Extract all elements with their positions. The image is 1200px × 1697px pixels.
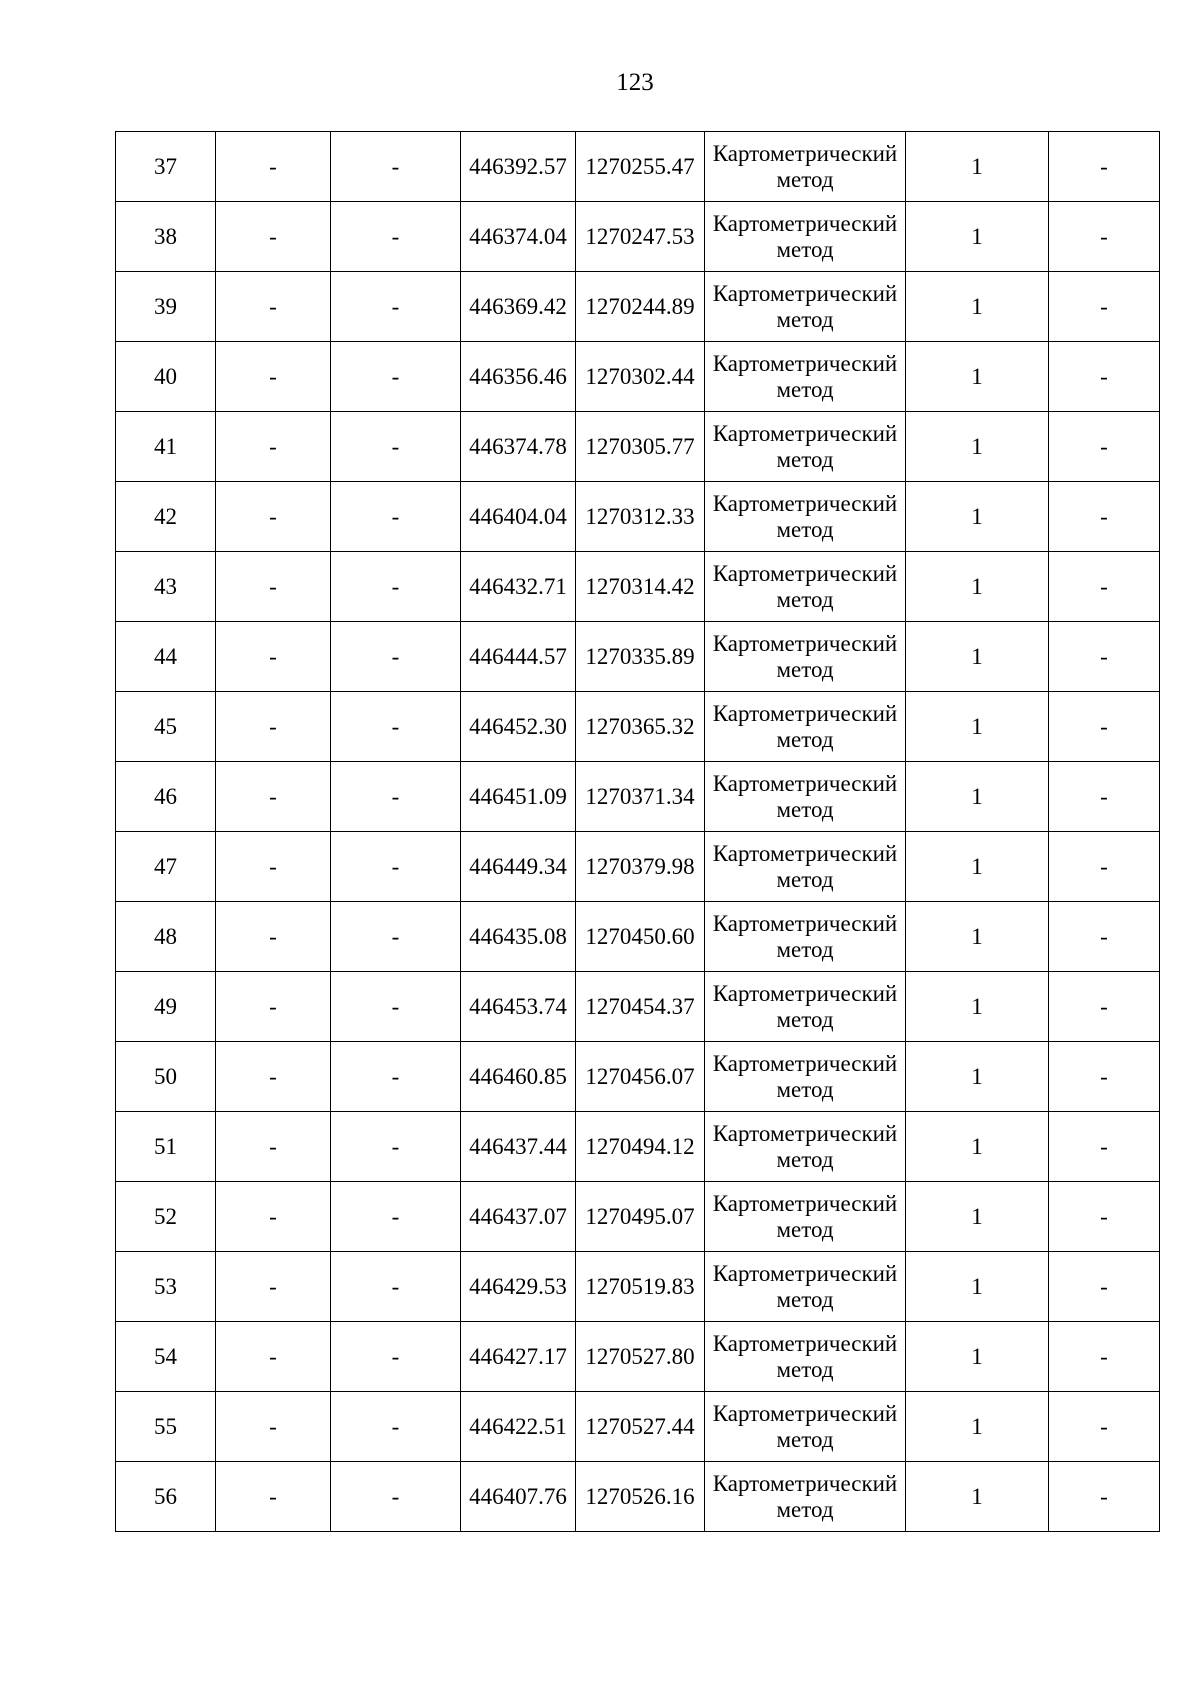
x-coordinate-cell: 446374.04: [461, 202, 576, 272]
method-cell: [705, 762, 906, 832]
empty-cell: -: [1049, 622, 1160, 692]
method-label-line2: метод: [776, 656, 834, 682]
point-number-cell: 38: [116, 202, 216, 272]
table-row: [116, 832, 1160, 902]
empty-cell: -: [331, 552, 461, 622]
method-label-line2: метод: [776, 1426, 834, 1452]
x-coordinate-cell: 446437.07: [461, 1182, 576, 1252]
empty-cell: -: [216, 762, 331, 832]
empty-cell: -: [216, 202, 331, 272]
method-label-line1: Картометрический: [712, 700, 898, 726]
point-number-cell: 43: [116, 552, 216, 622]
method-cell: [705, 342, 906, 412]
empty-cell: -: [331, 482, 461, 552]
table-row: [116, 1182, 1160, 1252]
point-number-cell: 54: [116, 1322, 216, 1392]
point-number-cell: 40: [116, 342, 216, 412]
empty-cell: -: [331, 272, 461, 342]
empty-cell: -: [331, 412, 461, 482]
accuracy-cell: 1: [906, 762, 1049, 832]
empty-cell: -: [1049, 1392, 1160, 1462]
empty-cell: -: [216, 1252, 331, 1322]
table-row: [116, 132, 1160, 202]
y-coordinate-cell: 1270456.07: [576, 1042, 705, 1112]
empty-cell: -: [1049, 902, 1160, 972]
point-number-cell: 53: [116, 1252, 216, 1322]
x-coordinate-cell: 446392.57: [461, 132, 576, 202]
y-coordinate-cell: 1270454.37: [576, 972, 705, 1042]
method-label-line2: метод: [776, 1006, 834, 1032]
method-label-line2: метод: [776, 446, 834, 472]
empty-cell: -: [216, 482, 331, 552]
x-coordinate-cell: 446429.53: [461, 1252, 576, 1322]
method-label-line1: Картометрический: [712, 280, 898, 306]
point-number-cell: 51: [116, 1112, 216, 1182]
x-coordinate-cell: 446369.42: [461, 272, 576, 342]
point-number-cell: 48: [116, 902, 216, 972]
x-coordinate-cell: 446407.76: [461, 1462, 576, 1532]
method-label-line1: Картометрический: [712, 1330, 898, 1356]
empty-cell: -: [1049, 272, 1160, 342]
empty-cell: -: [331, 1182, 461, 1252]
x-coordinate-cell: 446374.78: [461, 412, 576, 482]
method-label-line2: метод: [776, 726, 834, 752]
empty-cell: -: [216, 622, 331, 692]
method-label-line2: метод: [776, 236, 834, 262]
point-number-cell: 45: [116, 692, 216, 762]
method-label-line1: Картометрический: [712, 1400, 898, 1426]
y-coordinate-cell: 1270314.42: [576, 552, 705, 622]
method-label-line1: Картометрический: [712, 1190, 898, 1216]
empty-cell: -: [1049, 412, 1160, 482]
empty-cell: -: [331, 132, 461, 202]
empty-cell: -: [216, 132, 331, 202]
x-coordinate-cell: 446422.51: [461, 1392, 576, 1462]
method-label-line1: Картометрический: [712, 1120, 898, 1146]
empty-cell: -: [331, 1252, 461, 1322]
table-row: [116, 902, 1160, 972]
y-coordinate-cell: 1270335.89: [576, 622, 705, 692]
method-label-line2: метод: [776, 936, 834, 962]
accuracy-cell: 1: [906, 412, 1049, 482]
x-coordinate-cell: 446460.85: [461, 1042, 576, 1112]
empty-cell: -: [1049, 1252, 1160, 1322]
method-label-line2: метод: [776, 1356, 834, 1382]
y-coordinate-cell: 1270255.47: [576, 132, 705, 202]
y-coordinate-cell: 1270379.98: [576, 832, 705, 902]
method-label-line1: Картометрический: [712, 910, 898, 936]
method-label-line1: Картометрический: [712, 1260, 898, 1286]
empty-cell: -: [1049, 762, 1160, 832]
empty-cell: -: [216, 1392, 331, 1462]
empty-cell: -: [331, 972, 461, 1042]
table-row: [116, 692, 1160, 762]
method-cell: [705, 622, 906, 692]
y-coordinate-cell: 1270494.12: [576, 1112, 705, 1182]
empty-cell: -: [216, 902, 331, 972]
table-body: [116, 132, 1160, 1532]
empty-cell: -: [1049, 1112, 1160, 1182]
method-cell: [705, 1392, 906, 1462]
accuracy-cell: 1: [906, 1182, 1049, 1252]
y-coordinate-cell: 1270371.34: [576, 762, 705, 832]
point-number-cell: 49: [116, 972, 216, 1042]
table-row: [116, 972, 1160, 1042]
x-coordinate-cell: 446432.71: [461, 552, 576, 622]
empty-cell: -: [216, 1042, 331, 1112]
method-label-line2: метод: [776, 586, 834, 612]
empty-cell: -: [331, 622, 461, 692]
accuracy-cell: 1: [906, 482, 1049, 552]
accuracy-cell: 1: [906, 1112, 1049, 1182]
x-coordinate-cell: 446435.08: [461, 902, 576, 972]
x-coordinate-cell: 446444.57: [461, 622, 576, 692]
table-row: [116, 202, 1160, 272]
point-number-cell: 41: [116, 412, 216, 482]
empty-cell: -: [331, 902, 461, 972]
accuracy-cell: 1: [906, 1252, 1049, 1322]
method-label-line1: Картометрический: [712, 630, 898, 656]
point-number-cell: 37: [116, 132, 216, 202]
empty-cell: -: [1049, 1462, 1160, 1532]
empty-cell: -: [216, 552, 331, 622]
x-coordinate-cell: 446427.17: [461, 1322, 576, 1392]
method-cell: [705, 692, 906, 762]
y-coordinate-cell: 1270365.32: [576, 692, 705, 762]
x-coordinate-cell: 446437.44: [461, 1112, 576, 1182]
method-label-line1: Картометрический: [712, 350, 898, 376]
table-row: [116, 1392, 1160, 1462]
y-coordinate-cell: 1270519.83: [576, 1252, 705, 1322]
empty-cell: -: [216, 412, 331, 482]
coordinates-table: [115, 131, 1160, 1532]
y-coordinate-cell: 1270495.07: [576, 1182, 705, 1252]
empty-cell: -: [216, 1182, 331, 1252]
method-label-line2: метод: [776, 376, 834, 402]
accuracy-cell: 1: [906, 1392, 1049, 1462]
x-coordinate-cell: 446453.74: [461, 972, 576, 1042]
point-number-cell: 47: [116, 832, 216, 902]
accuracy-cell: 1: [906, 202, 1049, 272]
x-coordinate-cell: 446356.46: [461, 342, 576, 412]
empty-cell: -: [216, 1112, 331, 1182]
point-number-cell: 56: [116, 1462, 216, 1532]
empty-cell: -: [331, 202, 461, 272]
method-label-line2: метод: [776, 1076, 834, 1102]
empty-cell: -: [216, 692, 331, 762]
table-row: [116, 1042, 1160, 1112]
table-row: [116, 552, 1160, 622]
method-cell: [705, 482, 906, 552]
table-row: [116, 1112, 1160, 1182]
point-number-cell: 55: [116, 1392, 216, 1462]
accuracy-cell: 1: [906, 132, 1049, 202]
accuracy-cell: 1: [906, 1462, 1049, 1532]
y-coordinate-cell: 1270305.77: [576, 412, 705, 482]
empty-cell: -: [1049, 972, 1160, 1042]
table-row: [116, 1252, 1160, 1322]
method-cell: [705, 272, 906, 342]
empty-cell: -: [331, 342, 461, 412]
empty-cell: -: [1049, 1182, 1160, 1252]
accuracy-cell: 1: [906, 902, 1049, 972]
y-coordinate-cell: 1270244.89: [576, 272, 705, 342]
table-row: [116, 342, 1160, 412]
accuracy-cell: 1: [906, 622, 1049, 692]
accuracy-cell: 1: [906, 272, 1049, 342]
table-row: [116, 1462, 1160, 1532]
y-coordinate-cell: 1270527.80: [576, 1322, 705, 1392]
x-coordinate-cell: 446449.34: [461, 832, 576, 902]
method-label-line1: Картометрический: [712, 560, 898, 586]
method-label-line1: Картометрический: [712, 1470, 898, 1496]
y-coordinate-cell: 1270302.44: [576, 342, 705, 412]
method-label-line2: метод: [776, 1496, 834, 1522]
empty-cell: -: [331, 762, 461, 832]
accuracy-cell: 1: [906, 832, 1049, 902]
method-label-line1: Картометрический: [712, 980, 898, 1006]
method-label-line2: метод: [776, 516, 834, 542]
method-cell: [705, 202, 906, 272]
method-cell: [705, 902, 906, 972]
table-row: [116, 1322, 1160, 1392]
table-row: [116, 412, 1160, 482]
empty-cell: -: [216, 272, 331, 342]
table-row: [116, 622, 1160, 692]
method-label-line1: Картометрический: [712, 770, 898, 796]
y-coordinate-cell: 1270450.60: [576, 902, 705, 972]
empty-cell: -: [1049, 1042, 1160, 1112]
y-coordinate-cell: 1270527.44: [576, 1392, 705, 1462]
empty-cell: -: [216, 1322, 331, 1392]
method-cell: [705, 412, 906, 482]
empty-cell: -: [331, 1042, 461, 1112]
empty-cell: -: [1049, 692, 1160, 762]
method-label-line1: Картометрический: [712, 420, 898, 446]
method-cell: [705, 1462, 906, 1532]
empty-cell: -: [331, 692, 461, 762]
method-cell: [705, 972, 906, 1042]
method-label-line2: метод: [776, 866, 834, 892]
y-coordinate-cell: 1270312.33: [576, 482, 705, 552]
empty-cell: -: [1049, 482, 1160, 552]
page-number: 123: [616, 69, 654, 96]
point-number-cell: 42: [116, 482, 216, 552]
y-coordinate-cell: 1270526.16: [576, 1462, 705, 1532]
table-row: [116, 482, 1160, 552]
empty-cell: -: [331, 1392, 461, 1462]
method-label-line1: Картометрический: [712, 490, 898, 516]
method-label-line1: Картометрический: [712, 140, 898, 166]
empty-cell: -: [1049, 1322, 1160, 1392]
table-row: [116, 272, 1160, 342]
point-number-cell: 50: [116, 1042, 216, 1112]
x-coordinate-cell: 446452.30: [461, 692, 576, 762]
method-label-line2: метод: [776, 306, 834, 332]
method-cell: [705, 1252, 906, 1322]
method-cell: [705, 1182, 906, 1252]
x-coordinate-cell: 446451.09: [461, 762, 576, 832]
empty-cell: -: [1049, 342, 1160, 412]
empty-cell: -: [1049, 202, 1160, 272]
method-label-line2: метод: [776, 166, 834, 192]
empty-cell: -: [216, 1462, 331, 1532]
method-label-line2: метод: [776, 1146, 834, 1172]
method-label-line1: Картометрический: [712, 210, 898, 236]
accuracy-cell: 1: [906, 972, 1049, 1042]
point-number-cell: 39: [116, 272, 216, 342]
method-label-line2: метод: [776, 1216, 834, 1242]
x-coordinate-cell: 446404.04: [461, 482, 576, 552]
accuracy-cell: 1: [906, 342, 1049, 412]
method-cell: [705, 1322, 906, 1392]
method-label-line2: метод: [776, 796, 834, 822]
empty-cell: -: [216, 342, 331, 412]
method-cell: [705, 132, 906, 202]
method-cell: [705, 1042, 906, 1112]
y-coordinate-cell: 1270247.53: [576, 202, 705, 272]
method-cell: [705, 552, 906, 622]
point-number-cell: 52: [116, 1182, 216, 1252]
method-label-line2: метод: [776, 1286, 834, 1312]
empty-cell: -: [1049, 132, 1160, 202]
table-row: [116, 762, 1160, 832]
empty-cell: -: [331, 1112, 461, 1182]
empty-cell: -: [331, 1462, 461, 1532]
method-cell: [705, 1112, 906, 1182]
accuracy-cell: 1: [906, 552, 1049, 622]
accuracy-cell: 1: [906, 1042, 1049, 1112]
method-label-line1: Картометрический: [712, 1050, 898, 1076]
empty-cell: -: [1049, 552, 1160, 622]
empty-cell: -: [216, 972, 331, 1042]
point-number-cell: 46: [116, 762, 216, 832]
point-number-cell: 44: [116, 622, 216, 692]
empty-cell: -: [331, 832, 461, 902]
empty-cell: -: [216, 832, 331, 902]
accuracy-cell: 1: [906, 692, 1049, 762]
method-cell: [705, 832, 906, 902]
method-label-line1: Картометрический: [712, 840, 898, 866]
accuracy-cell: 1: [906, 1322, 1049, 1392]
empty-cell: -: [331, 1322, 461, 1392]
empty-cell: -: [1049, 832, 1160, 902]
